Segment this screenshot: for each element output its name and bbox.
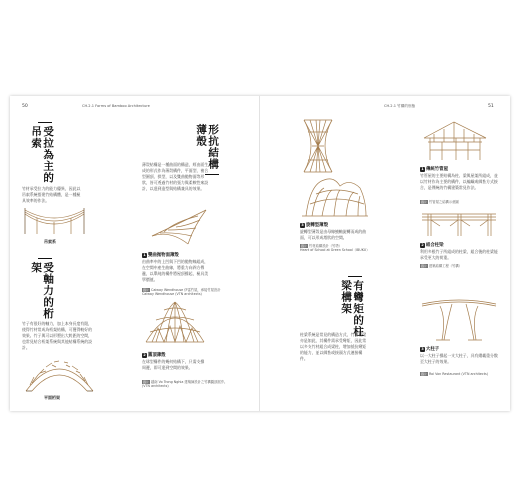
bamboo-house-body: 竹管屋的主要結構為柱、梁與屋架所組成，並以竹材作為主要的構件，以編織或綁紮方式接合，是傳統的竹構建築常見作法。 bbox=[420, 173, 498, 191]
page-number: 50 bbox=[22, 104, 28, 109]
big-column-illustration bbox=[420, 292, 498, 342]
credit-tag: 圖片 bbox=[421, 372, 428, 376]
dome-illustration bbox=[142, 298, 208, 346]
credit-tag: 圖片 bbox=[143, 380, 150, 384]
subheading-big-column bbox=[420, 346, 439, 352]
credit-text: 竹管屋之結構示意圖 bbox=[429, 200, 459, 204]
combined-beam-body: 利用多根竹子所組成的柱梁，組合後的柱梁能承受更大的荷重。 bbox=[420, 249, 498, 261]
credit-text: (VTN architects) bbox=[142, 384, 169, 389]
sub-number: 2 bbox=[143, 353, 146, 357]
caption-suspension: 吊索系 bbox=[44, 239, 56, 244]
credit-tag: 圖片 bbox=[421, 200, 428, 204]
sub-title: 傳統竹管屋 bbox=[426, 167, 448, 172]
combined-beam-credit bbox=[420, 264, 500, 268]
heading-bar bbox=[38, 258, 52, 259]
left-page bbox=[10, 96, 260, 411]
suspension-body: 竹材承受拉力的能力優異，因此以吊索系統搭建竹結構體，是一種極具效率的作法。 bbox=[22, 186, 81, 204]
bamboo-house-illustration bbox=[420, 118, 490, 162]
subheading-rotational bbox=[300, 222, 328, 228]
credit-text: 越南 Vo Trong Nghia 建築師設計之竹構圓頂展亭。 bbox=[151, 380, 228, 384]
hypar-body: 由曲率中的上凹與下凹的拋物線組成，在空間中產生曲線，將重力向四方傳遞，以單純的構件將屋頂撐起，極具美學價值。 bbox=[142, 259, 209, 283]
bamboo-house-credit bbox=[420, 200, 500, 204]
right-page bbox=[260, 96, 510, 411]
credit-text: Heart of School at Green School（IBUKU） bbox=[300, 248, 370, 253]
sub-title: 圓頂薄殼 bbox=[148, 353, 166, 358]
sub-title: 旋轉型薄殼 bbox=[306, 223, 328, 228]
credit-text: 竹材結構設計（竹塔） bbox=[309, 244, 342, 248]
shell-body: 薄殼結構是一種曲面的構造，經由面生成的形式作為薄殼構件，平面型、複合型圓頂、拱型，以及雙曲拋物面等形狀，皆可透過竹材的張力與柔軟性來設計，以達到造型與結構兼具的效果。 bbox=[142, 162, 209, 192]
page-number: 51 bbox=[488, 104, 494, 109]
building-illustration bbox=[300, 174, 370, 218]
running-head: CH.2.1 Forms of Bamboo Architecture bbox=[82, 104, 150, 108]
book-spread bbox=[10, 96, 510, 411]
credit-tag: 圖片 bbox=[421, 264, 428, 268]
credit-tag: 圖片 bbox=[143, 288, 150, 292]
heading-bar bbox=[38, 122, 52, 123]
heading-suspension: 受拉為主的吊索 bbox=[30, 126, 55, 184]
hypar-illustration bbox=[148, 206, 210, 246]
suspension-illustration bbox=[22, 204, 87, 236]
credit-text: Caiway Wendhouse 伊雷竹屋，承接竹屋設計 bbox=[151, 288, 221, 292]
subheading-dome bbox=[142, 352, 166, 358]
heading-shell: 形抗結構薄殼 bbox=[195, 124, 220, 170]
credit-text: Roi Von Restaurant (VTN architects) bbox=[429, 372, 489, 376]
running-head: CH.2.1 竹構的形態 bbox=[384, 104, 416, 108]
dome-credit bbox=[142, 380, 232, 389]
hypar-credit bbox=[142, 288, 222, 297]
dome-body: 在球型構件的幾何結構下，只需支撐周邊，即可達到空間的效果。 bbox=[142, 359, 205, 371]
combined-beam-illustration bbox=[420, 206, 498, 238]
sub-title: 雙曲拋物面薄殼 bbox=[148, 253, 179, 258]
sub-number: 1 bbox=[143, 253, 146, 257]
heading-truss: 受軸力的桁架 bbox=[30, 262, 55, 320]
sub-title: 大柱子 bbox=[426, 347, 440, 352]
sub-number: 3 bbox=[301, 223, 304, 227]
credit-tag: 圖片 bbox=[301, 244, 308, 248]
heading-bar bbox=[348, 276, 362, 277]
credit-text: 建築結構工程（竹構） bbox=[429, 264, 462, 268]
post-beam-body: 柱梁系統是常見的構造方式，竹構柱梁亦是如此，其構件需承受彎矩，因此常以多支竹材組合成梁柱，增加抵抗彎矩的能力，並以綁紮或接頭方式連接構件。 bbox=[300, 332, 367, 362]
sub-title: 組合柱梁 bbox=[426, 243, 444, 248]
big-column-credit bbox=[420, 372, 500, 376]
rotational-body: 旋轉型薄殼是由母線繞軸旋轉而成的曲面，可以形成塔狀的空間。 bbox=[300, 229, 367, 241]
tower-illustration bbox=[298, 118, 338, 174]
heading-post-beam: 有彎矩的柱梁構架 bbox=[340, 280, 365, 338]
subheading-bamboo-house bbox=[420, 166, 448, 172]
sub-number: 3 bbox=[421, 347, 424, 351]
big-column-body: 以一大柱子撐起一支大柱子，具有總載重分散至大柱子的效果。 bbox=[420, 353, 498, 365]
subheading-combined-beam bbox=[420, 242, 444, 248]
subheading-hypar bbox=[142, 252, 179, 258]
truss-illustration bbox=[22, 353, 97, 393]
sub-number: 1 bbox=[421, 167, 424, 171]
truss-body: 竹子有很好的軸力，加上本身長度有限，使得竹材常成為桁架結構，可獲得較好的效果。竹子與可以形塑出大跨距的空間，也常見結合桁架系統與其他結構系統的設計。 bbox=[22, 321, 93, 351]
rotational-credit bbox=[300, 244, 390, 253]
sub-number: 2 bbox=[421, 243, 424, 247]
credit-text: Caiway Wendhouse (VTN architects) bbox=[142, 292, 202, 297]
caption-truss: 平面桁架 bbox=[44, 395, 60, 400]
